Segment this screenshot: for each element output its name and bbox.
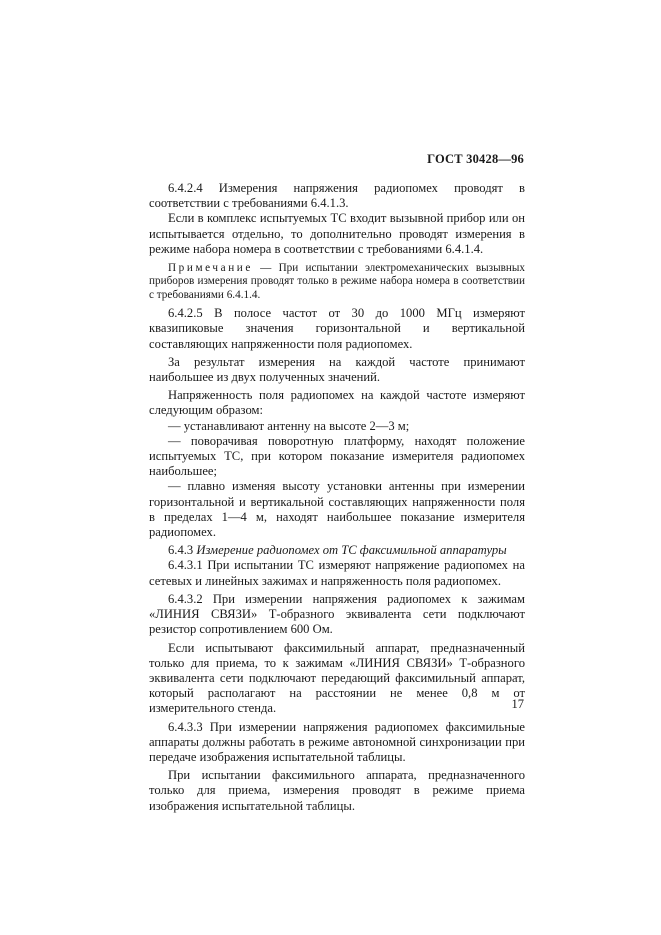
note-text: — При испытании электромеханических вызывных приборов измерения проводят только в режиме набора номера в соответствии с требованиями 6.4.1.4. <box>149 262 525 301</box>
paragraph-6-4-2-4: 6.4.2.4 Измерения напряжения радиопомех проводят в соответствии с требованиями 6.4.1.3. <box>149 181 525 211</box>
paragraph-fax-receive: Если испытывают факсимильный аппарат, предназначенный только для приема, то к зажимам «ЛИНИЯ СВЯЗИ» Т-образного эквивалента сети подключают передающий факсимильный аппарат, который располагают на расстоянии не менее 0,8 м от измерительного стенда. <box>149 640 525 716</box>
section-heading-6-4-3 <box>149 543 525 558</box>
list-item-rotate-platform: — поворачивая поворотную платформу, находят положение испытуемых ТС, при котором показание измерителя радиопомех наибольшее; <box>149 433 525 479</box>
paragraph-fax-test: При испытании факсимильного аппарата, предназначенного только для приема, измерения проводят в режиме приема изображения испытательной таблицы. <box>149 768 525 813</box>
page-number: 17 <box>511 697 524 711</box>
standard-header: ГОСТ 30428—96 <box>427 152 524 166</box>
note <box>149 262 525 302</box>
list-item-antenna-height: — устанавливают антенну на высоте 2—3 м; <box>168 418 410 433</box>
paragraph-6-4-3-2: 6.4.3.2 При измерении напряжения радиопомех к зажимам «ЛИНИЯ СВЯЗИ» Т-образного эквивалента сети подключают резистор сопротивлением 600 Ом. <box>149 591 525 637</box>
document-body <box>149 181 525 814</box>
paragraph-field-strength: Напряженность поля радиопомех на каждой частоте измеряют следующим образом: <box>149 388 525 418</box>
section-title: Измерение радиопомех от ТС факсимильной аппаратуры <box>196 543 507 558</box>
section-number: 6.4.3 <box>168 543 197 558</box>
paragraph-result: За результат измерения на каждой частоте принимают наибольшее из двух полученных значений. <box>149 354 525 385</box>
paragraph-6-4-3-3: 6.4.3.3 При измерении напряжения радиопомех факсимильные аппараты должны работать в режиме автономной синхронизации при передаче изображения испытательной таблицы. <box>149 719 525 764</box>
note-label: Примечание <box>168 262 253 275</box>
list-item-vary-height: — плавно изменяя высоту установки антенны при измерении горизонтальной и вертикальной составляющих напряженности поля в пределах 1—4 м, находят наибольшее показание измерителя радиопомех. <box>149 479 525 540</box>
paragraph-6-4-3-1: 6.4.3.1 При испытании ТС измеряют напряжение радиопомех на сетевых и линейных зажимах и напряженность поля радиопомех. <box>149 558 525 588</box>
paragraph-call-device: Если в комплекс испытуемых ТС входит вызывной прибор или он испытывается отдельно, то дополнительно проводят измерения в режиме набора номера в соответствии с требованиями 6.4.1.4. <box>149 211 525 256</box>
paragraph-6-4-2-5: 6.4.2.5 В полосе частот от 30 до 1000 МГц измеряют квазипиковые значения горизонтальной и вертикальной составляющих напряженности поля радиопомех. <box>149 306 525 351</box>
